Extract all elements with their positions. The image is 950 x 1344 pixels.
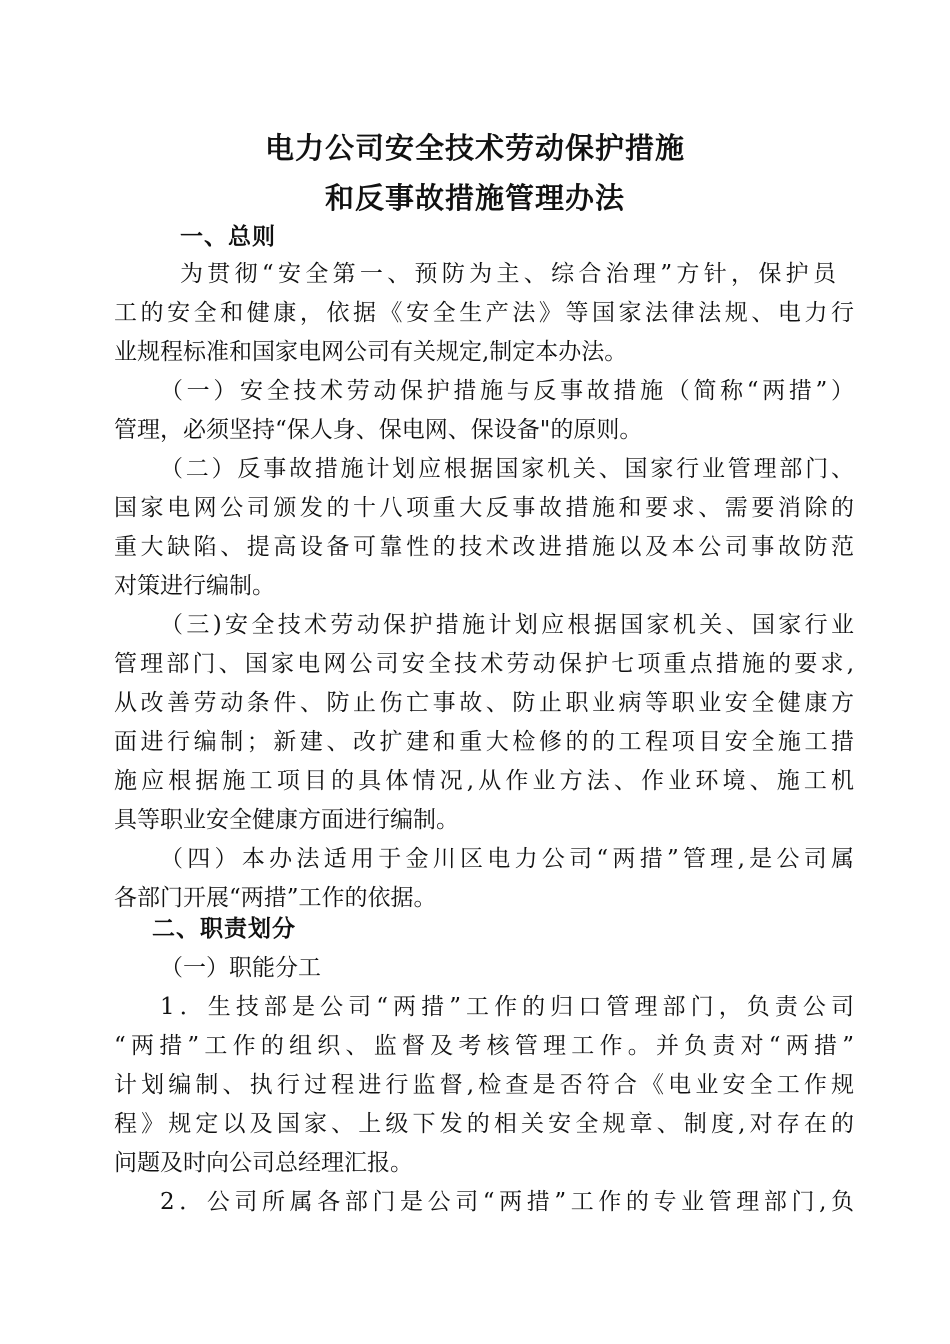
paragraph-line: 1．生技部是公司“两措”工作的归口管理部门，负责公司 [160,994,854,1020]
paragraph-line: 业规程标准和国家电网公司有关规定,制定本办法。 [114,339,628,365]
paragraph-line: “两措”工作的组织、监督及考核管理工作。并负责对“两措” [114,1033,854,1059]
paragraph-line: 2．公司所属各部门是公司“两措”工作的专业管理部门,负 [160,1189,854,1215]
paragraph-line: （二）反事故措施计划应根据国家机关、国家行业管理部门、 [160,456,854,482]
paragraph-line: 重大缺陷、提高设备可靠性的技术改进措施以及本公司事故防范 [114,534,854,560]
document-title-line-2: 和反事故措施管理办法 [324,181,625,215]
paragraph-line: 管理，必须坚持“保人身、保电网、保设备"的原则。 [114,417,643,443]
paragraph-line: （三)安全技术劳动保护措施计划应根据国家机关、国家行业 [160,612,854,638]
paragraph-line: 对策进行编制。 [114,573,275,599]
paragraph-line: 管理部门、国家电网公司安全技术劳动保护七项重点措施的要求, [114,651,854,677]
document-title-line-1: 电力公司安全技术劳动保护措施 [264,131,685,165]
paragraph-line: 面进行编制；新建、改扩建和重大检修的的工程项目安全施工措 [114,729,854,755]
paragraph-line: （四）本办法适用于金川区电力公司“两措”管理,是公司属 [160,846,854,872]
paragraph-line: 为贯彻“安全第一、预防为主、综合治理”方针，保护员 [180,261,836,287]
paragraph-line: 从改善劳动条件、防止伤亡事故、防止职业病等职业安全健康方 [114,690,854,716]
paragraph-line: 施应根据施工项目的具体情况,从作业方法、作业环境、施工机 [114,768,854,794]
paragraph-line: 具等职业安全健康方面进行编制。 [114,807,459,833]
paragraph-line: （一）安全技术劳动保护措施与反事故措施（简称“两措”） [160,378,854,404]
paragraph-line: 各部门开展“两措”工作的依据。 [114,885,437,911]
paragraph-line: 工的安全和健康，依据《安全生产法》等国家法律法规、电力行 [114,300,854,326]
paragraph-line: 程》规定以及国家、上级下发的相关安全规章、制度,对存在的 [114,1111,854,1137]
paragraph-line: 问题及时向公司总经理汇报。 [114,1150,413,1176]
subsection-heading: （一）职能分工 [160,955,321,981]
section-2-heading: 二、职责划分 [152,916,296,942]
section-1-heading: 一、总则 [180,224,276,250]
paragraph-line: 国家电网公司颁发的十八项重大反事故措施和要求、需要消除的 [114,495,854,521]
paragraph-line: 计划编制、执行过程进行监督,检查是否符合《电业安全工作规 [114,1072,854,1098]
